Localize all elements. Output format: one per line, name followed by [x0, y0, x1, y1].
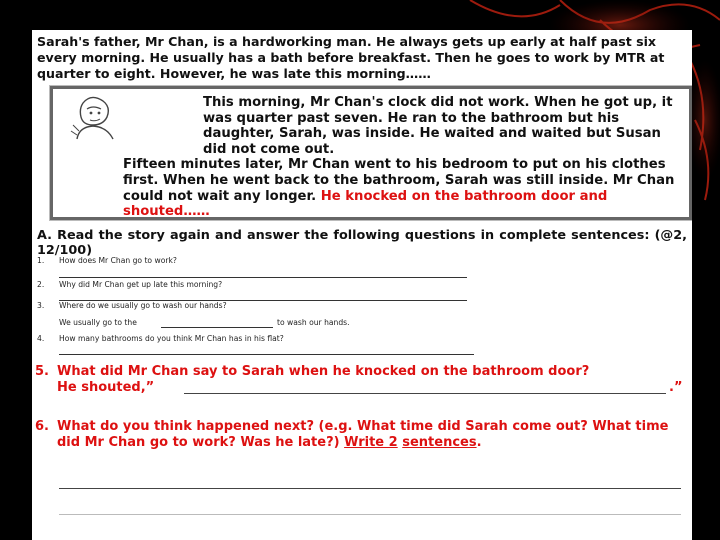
answer-line-6b[interactable]: [59, 514, 681, 515]
question-text: How many bathrooms do you think Mr Chan has in his flat?: [59, 334, 284, 343]
question-number: 6.: [35, 419, 49, 434]
answer-line-6a[interactable]: [59, 488, 681, 489]
emphasis-text: sentences: [402, 434, 477, 450]
question-6-text: [57, 419, 687, 450]
story-box: [50, 86, 692, 220]
question-text: How does Mr Chan go to work?: [59, 256, 177, 265]
question-text: What do you think happened next? (e.g. What time did Sarah come out? What time did Mr Chan go to work? Was he late?): [57, 419, 669, 450]
question-6: [35, 419, 687, 450]
story-paragraph-2-text: Fifteen minutes later, Mr Chan went to his bedroom to put on his clothes first. When he went back to the bathroom, Sarah was still inside. Mr Chan could not wait any longer.: [123, 157, 675, 204]
intro-paragraph: Sarah's father, Mr Chan, is a hardworking man. He always gets up early at half past six every morning. He usually has a bath before breakfast. Then he goes to work by MTR at quarter to eight. However, he was late this morning……: [37, 34, 665, 81]
question-5-answer-row: [57, 380, 687, 396]
question-number: 2.: [37, 280, 45, 289]
answer-line-1[interactable]: [59, 277, 467, 278]
answer-blank-3[interactable]: [161, 327, 273, 328]
question-number: 1.: [37, 256, 45, 265]
section-a-instructions: A. Read the story again and answer the following questions in complete sentences: (@2, 12/100): [37, 228, 687, 258]
answer-line-4[interactable]: [59, 354, 474, 355]
story-highlight: He knocked on the bathroom door and shouted……: [123, 188, 608, 220]
story-paragraph-1: This morning, Mr Chan's clock did not work. When he got up, it was quarter past seven. He ran to the bathroom but his daughter, Sarah, was inside. He waited and waited but Susan did not come out.: [203, 95, 673, 157]
worksheet: [32, 30, 692, 540]
emphasis-text: Write 2: [344, 434, 398, 450]
story-paragraph-2: [61, 157, 681, 219]
answer-lead: He shouted,”: [57, 379, 155, 395]
question-number: 4.: [37, 334, 45, 343]
question-text: Where do we usually go to wash our hands?: [59, 301, 227, 310]
answer-blank-5[interactable]: [184, 393, 666, 394]
sentence-prefix: We usually go to the: [59, 318, 137, 327]
question-text: What did Mr Chan say to Sarah when he knocked on the bathroom door?: [57, 364, 590, 379]
answer-close: .”: [669, 379, 683, 395]
question-end: .: [476, 434, 482, 450]
question-number: 5.: [35, 364, 49, 379]
question-5: [35, 364, 687, 395]
question-number: 3.: [37, 301, 45, 310]
question-text: Why did Mr Chan get up late this morning?: [59, 280, 223, 289]
sentence-suffix: to wash our hands.: [277, 318, 350, 327]
